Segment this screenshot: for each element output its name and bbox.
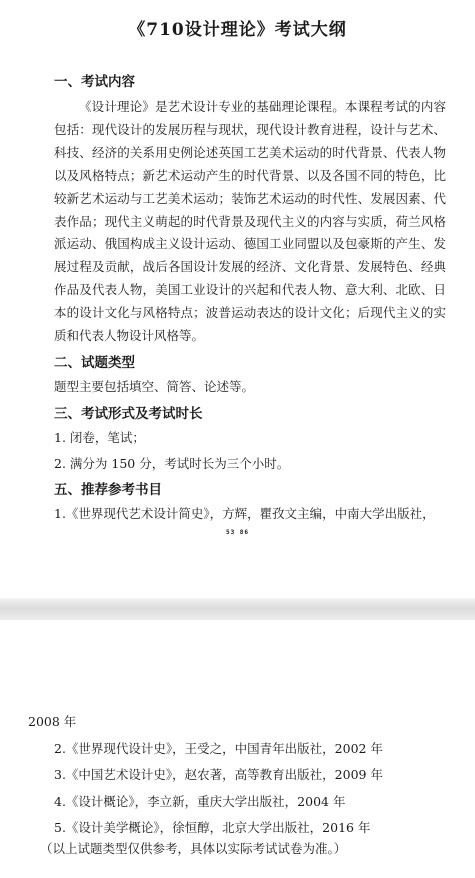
document-title: 《710设计理论》考试大纲: [128, 20, 347, 40]
exam-format-item-2: 2. 满分为 150 分，考试时长为三个小时。: [54, 456, 290, 471]
page-2: [0, 620, 475, 878]
disclaimer-note: （以上试题类型仅供参考，具体以实际考试试卷为准。）: [40, 841, 347, 856]
section-heading-content: 一、考试内容: [54, 74, 135, 90]
exam-format-item-1: 1. 闭卷，笔试；: [54, 430, 145, 445]
section-body-content: 《设计理论》是艺术设计专业的基础理论课程。本课程考试的内容包括：现代设计的发展历程与现状，现代设计教育进程，设计与艺术、科技、经济的关系用史例论述英国工艺美术运动的时代背景、代表人物以及风格特点；新艺术运动产生的时代背景、以及各国不同的特色，比较新艺术运动与工艺美术运动；装饰艺术运动的时代性、发展因素、代表作品；现代主义萌起的时代背景及现代主义的内容与实质，荷兰风格派运动、俄国构成主义设计运动、德国工业同盟以及包豪斯的产生、发展过程及贡献，战后各国设计发展的经济、文化背景、发展特色、经典作品及代表人物，美国工业设计的兴起和代表人物、意大利、北欧、日本的设计文化与风格特点；波普运动表达的设计文化；后现代主义的实质和代表人物设计风格等。: [54, 99, 446, 344]
page-number: 53 86: [225, 529, 250, 536]
page-separator: [0, 598, 475, 620]
reference-item-2: 2.《世界现代设计史》，王受之，中国青年出版社，2002 年: [54, 741, 383, 756]
reference-item-4: 4.《设计概论》，李立新，重庆大学出版社，2004 年: [54, 794, 346, 809]
section-body-question-types: 题型主要包括填空、简答、论述等。: [54, 379, 255, 394]
section-heading-question-types: 二、试题类型: [54, 355, 135, 371]
reference-item-1: 1.《世界现代艺术设计简史》，方辉，瞿孜文主编，中南大学出版社，: [54, 506, 435, 521]
section-heading-exam-format: 三、考试形式及考试时长: [54, 406, 203, 422]
reference-item-1-continued: 2008 年: [28, 714, 77, 729]
reference-item-5: 5.《设计美学概论》，徐恒醇，北京大学出版社，2016 年: [54, 820, 371, 835]
section-heading-references: 五、推荐参考书目: [54, 482, 162, 498]
reference-item-3: 3.《中国艺术设计史》，赵农著，高等教育出版社，2009 年: [54, 767, 383, 782]
